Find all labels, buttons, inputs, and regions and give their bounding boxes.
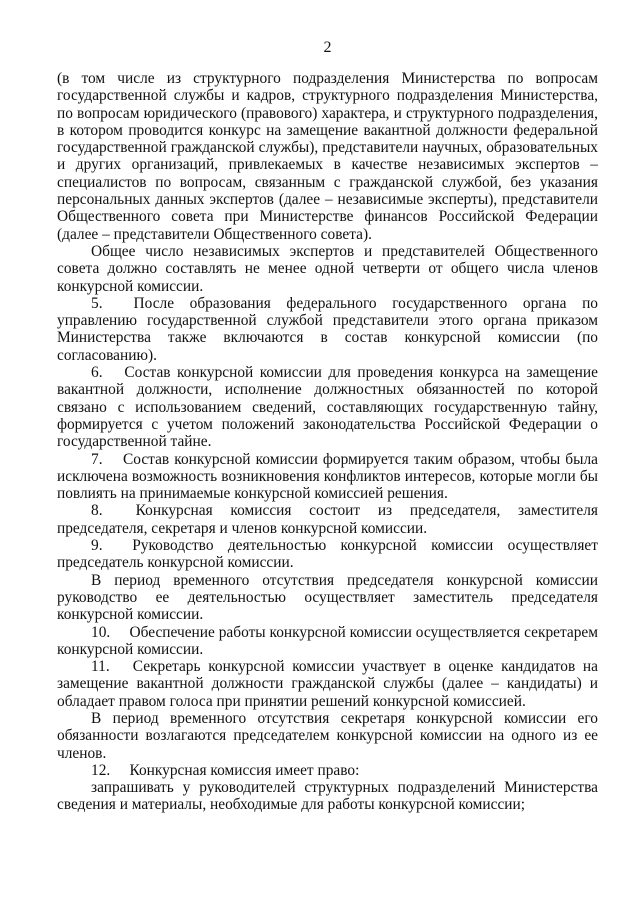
paragraph-item-8: 8. Конкурсная комиссия состоит из председателя, заместителя председателя, секретаря и членов конкурсной комиссии. (57, 502, 598, 537)
paragraph: запрашивать у руководителей структурных подразделений Министерства сведения и материалы, необходимые для работы конкурсной комиссии; (57, 779, 598, 814)
paragraph: В период временного отсутствия председателя конкурсной комиссии руководство ее деятельностью осуществляет заместитель председателя конкурсной комиссии. (57, 571, 598, 624)
paragraph-item-9: 9. Руководство деятельностью конкурсной комиссии осуществляет председатель конкурсной комиссии. (57, 537, 598, 572)
paragraph-item-7: 7. Состав конкурсной комиссии формируется таким образом, чтобы была исключена возможность возникновения конфликтов интересов, которые могли бы повлиять на принимаемые конкурсной комиссией решения. (57, 450, 598, 503)
page-number: 2 (323, 39, 332, 56)
paragraph-item-11: 11. Секретарь конкурсной комиссии участвует в оценке кандидатов на замещение вакантной должности гражданской службы (далее – кандидаты) и обладает правом голоса при принятии решений конкурсной комиссией. (57, 658, 598, 710)
paragraph-item-5: 5. После образования федерального государственного органа по управлению государственной службой представители этого органа приказом Министерства также включаются в состав конкурсной комиссии (по согласованию). (57, 294, 598, 364)
paragraph: Общее число независимых экспертов и представителей Общественного совета должно составлять не менее одной четверти от общего числа членов конкурсной комиссии. (57, 242, 598, 295)
paragraph-item-12: 12. Конкурсная комиссия имеет право: (91, 761, 360, 779)
paragraph-item-10: 10. Обеспечение работы конкурсной комиссии осуществляется секретарем конкурсной комиссии. (57, 623, 598, 658)
paragraph: В период временного отсутствия секретаря конкурсной комиссии его обязанности возлагаются председателем конкурсной комиссии на одного из ее членов. (57, 709, 598, 762)
paragraph-continuation: (в том числе из структурного подразделения Министерства по вопросам государственной службы и кадров, структурного подразделения Министерства, по вопросам юридического (правового) характера, и структурного подразделения, в котором проводится конкурс на замещение вакантной должности федеральной государственной гражданской службы), представители научных, образовательных и других организаций, привлекаемых в качестве независимых экспертов – специалистов по вопросам, связанным с гражданской службой, без указания персональных данных экспертов (далее – независимые эксперты), представители Общественного совета при Министерстве финансов Российской Федерации (далее – представители Общественного совета). (57, 70, 598, 243)
document-body (57, 70, 598, 814)
paragraph-item-6: 6. Состав конкурсной комиссии для проведения конкурса на замещение вакантной должности, исполнение должностных обязанностей по которой связано с использованием сведений, составляющих государственную тайну, формируется с учетом положений законодательства Российской Федерации о государственной тайне. (57, 364, 598, 451)
